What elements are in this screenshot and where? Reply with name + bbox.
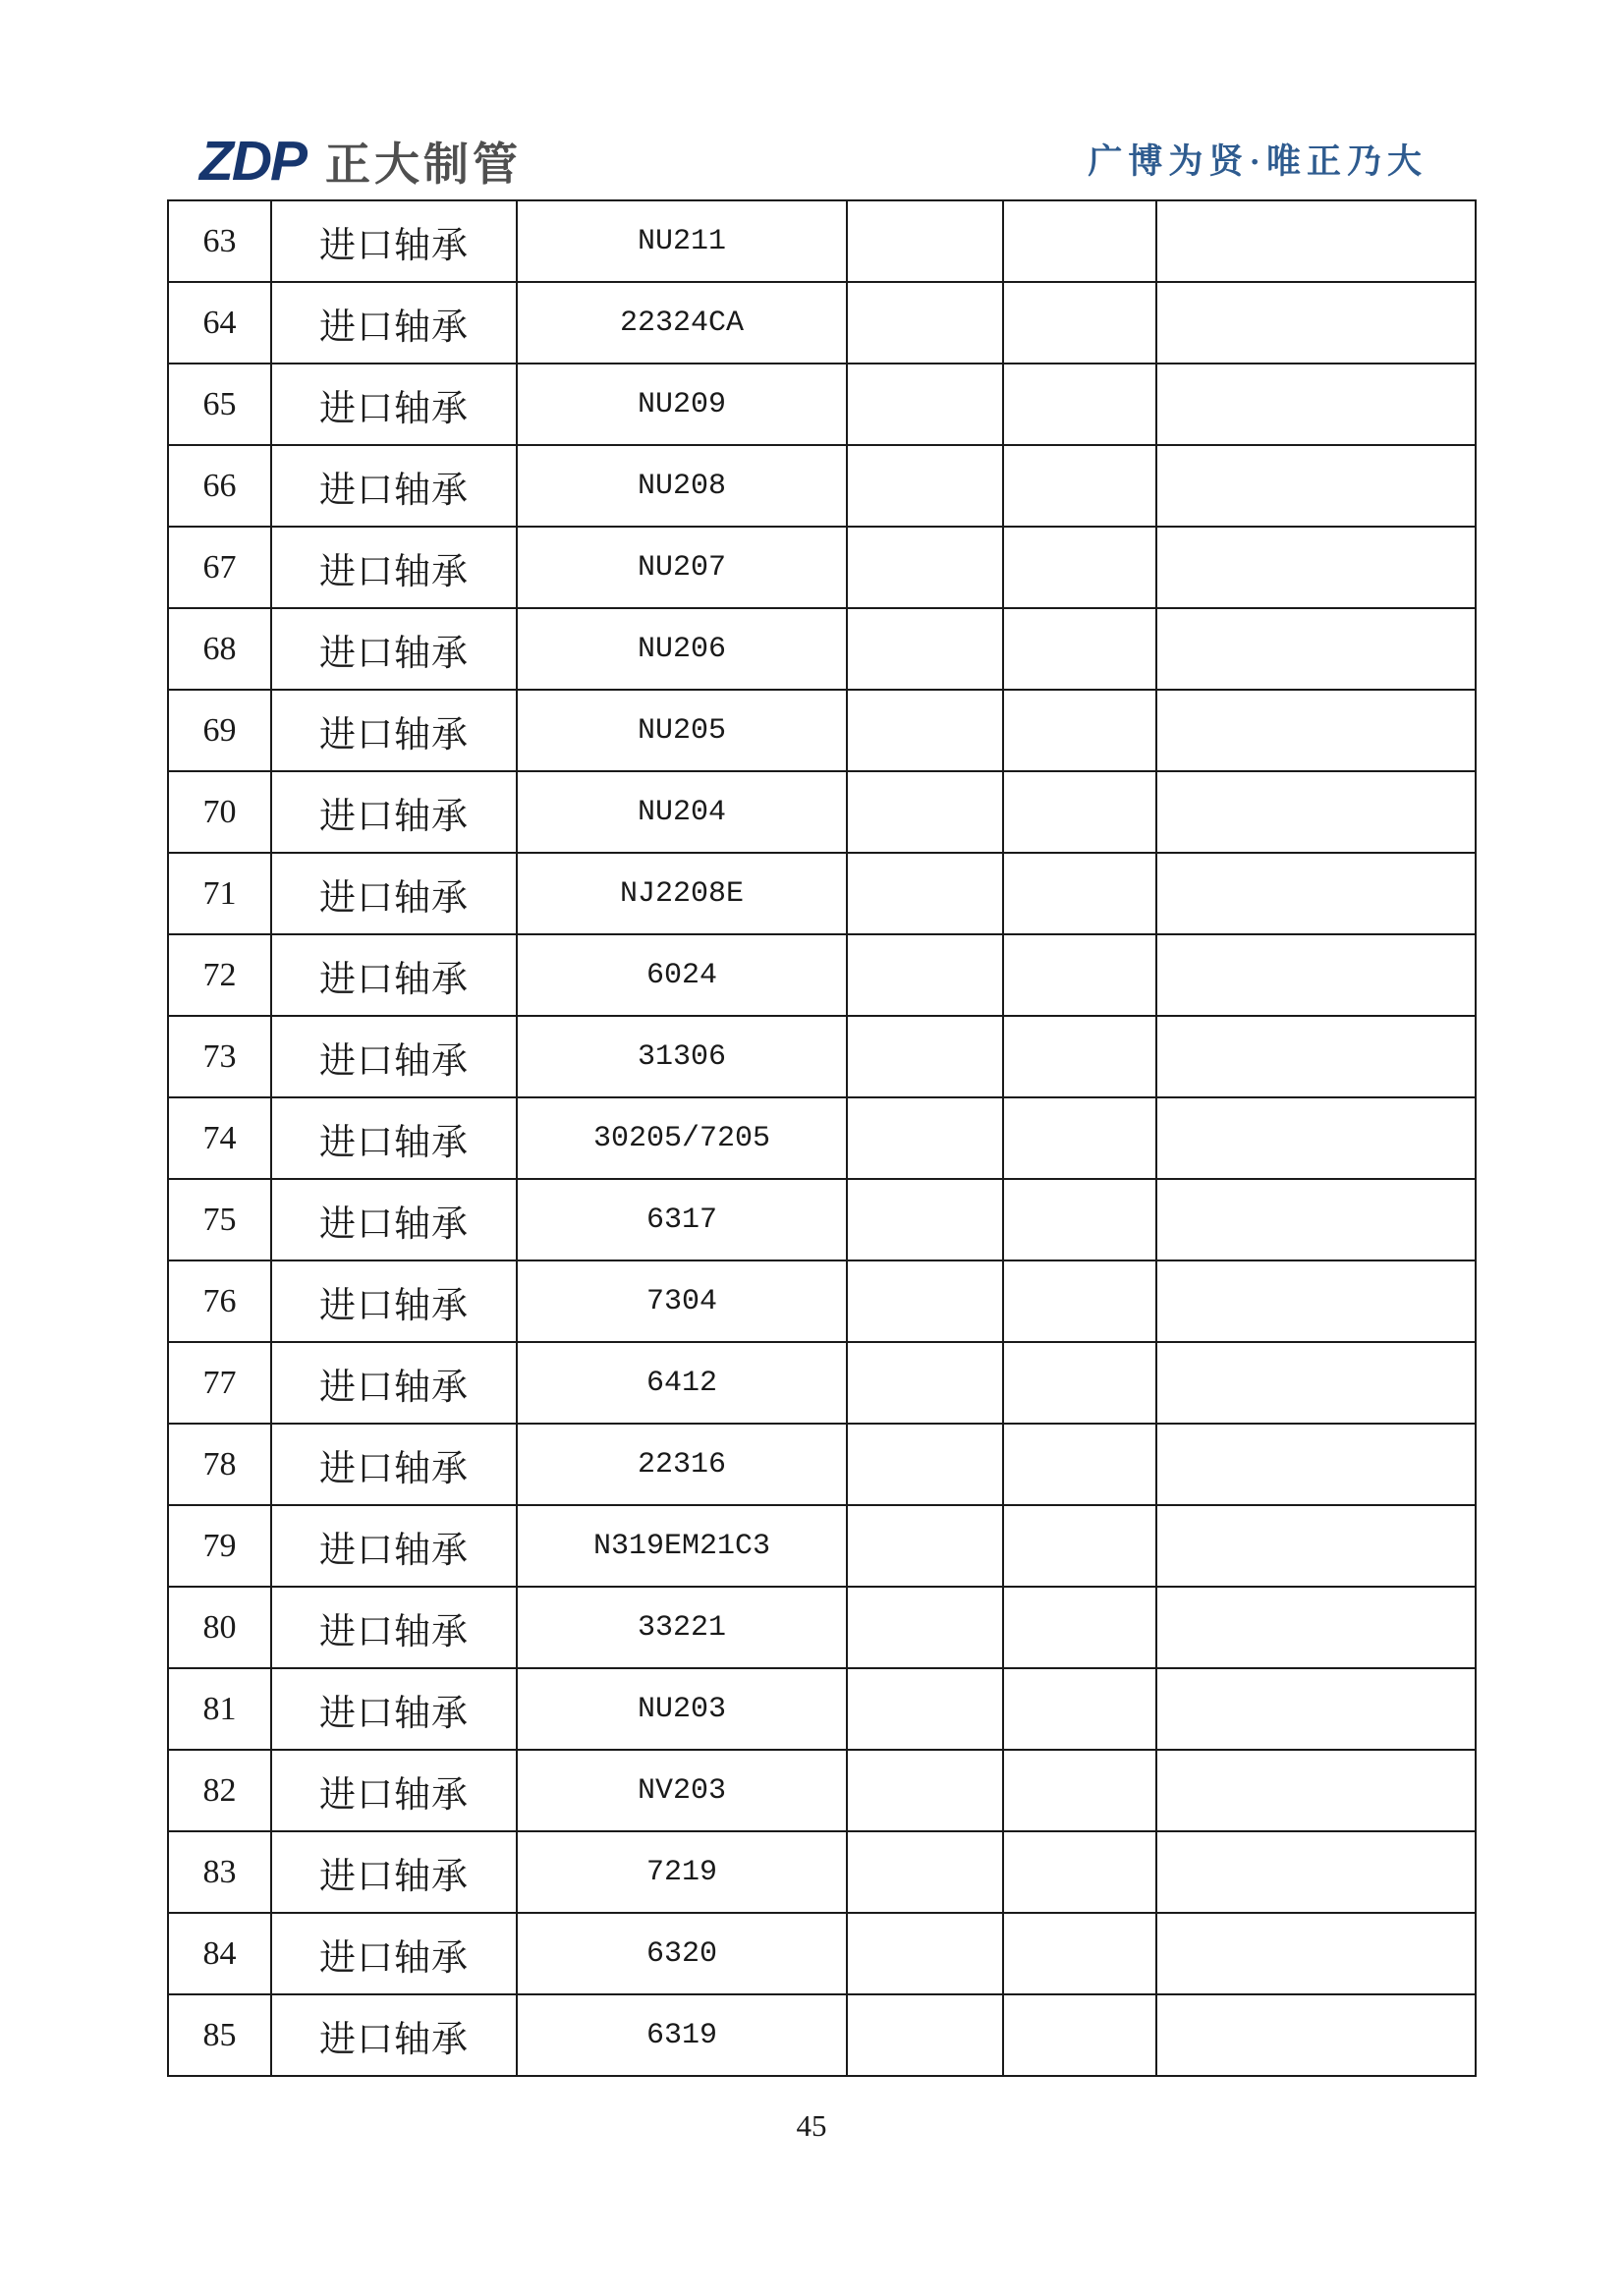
logo-zdp-text: ZDP [199, 130, 306, 193]
cell-col5 [1003, 771, 1156, 853]
cell-model-code: 31306 [517, 1016, 847, 1097]
cell-col5 [1003, 1016, 1156, 1097]
cell-col4 [847, 1668, 1003, 1750]
logo-company-name: 正大制管 [325, 139, 522, 190]
cell-row-number: 76 [168, 1260, 271, 1342]
cell-row-number: 83 [168, 1831, 271, 1913]
table-row [168, 1994, 1476, 2076]
cell-col4 [847, 445, 1003, 527]
cell-col6 [1156, 1097, 1476, 1179]
cell-model-code: 7304 [517, 1260, 847, 1342]
cell-item-name: 进口轴承 [271, 1424, 517, 1505]
cell-model-code: NU208 [517, 445, 847, 527]
table-row [168, 1587, 1476, 1668]
table-row [168, 853, 1476, 934]
cell-row-number: 81 [168, 1668, 271, 1750]
cell-item-name: 进口轴承 [271, 1342, 517, 1424]
cell-model-code: N319EM21C3 [517, 1505, 847, 1587]
cell-col5 [1003, 1424, 1156, 1505]
cell-row-number: 73 [168, 1016, 271, 1097]
cell-item-name: 进口轴承 [271, 1179, 517, 1260]
cell-item-name: 进口轴承 [271, 934, 517, 1016]
cell-item-name: 进口轴承 [271, 1260, 517, 1342]
cell-col6 [1156, 445, 1476, 527]
cell-item-name: 进口轴承 [271, 1587, 517, 1668]
cell-item-name: 进口轴承 [271, 1831, 517, 1913]
cell-col6 [1156, 1342, 1476, 1424]
cell-item-name: 进口轴承 [271, 1913, 517, 1994]
cell-col4 [847, 771, 1003, 853]
cell-col5 [1003, 445, 1156, 527]
cell-row-number: 80 [168, 1587, 271, 1668]
cell-item-name: 进口轴承 [271, 608, 517, 690]
parts-table [167, 199, 1477, 2077]
page-number: 45 [796, 2108, 827, 2143]
cell-model-code: 22316 [517, 1424, 847, 1505]
cell-col5 [1003, 1505, 1156, 1587]
table-row [168, 1424, 1476, 1505]
cell-model-code: 33221 [517, 1587, 847, 1668]
cell-col4 [847, 1424, 1003, 1505]
cell-col5 [1003, 200, 1156, 282]
cell-col4 [847, 608, 1003, 690]
cell-col6 [1156, 200, 1476, 282]
cell-col6 [1156, 527, 1476, 608]
table-row [168, 364, 1476, 445]
cell-col6 [1156, 282, 1476, 364]
cell-model-code: 6319 [517, 1994, 847, 2076]
cell-model-code: NV203 [517, 1750, 847, 1831]
cell-col5 [1003, 364, 1156, 445]
cell-row-number: 74 [168, 1097, 271, 1179]
table-row [168, 608, 1476, 690]
cell-col4 [847, 527, 1003, 608]
cell-col6 [1156, 690, 1476, 771]
cell-col5 [1003, 1587, 1156, 1668]
cell-item-name: 进口轴承 [271, 282, 517, 364]
cell-item-name: 进口轴承 [271, 771, 517, 853]
cell-col6 [1156, 1016, 1476, 1097]
cell-col4 [847, 1587, 1003, 1668]
cell-col4 [847, 1260, 1003, 1342]
cell-col5 [1003, 1260, 1156, 1342]
cell-row-number: 78 [168, 1424, 271, 1505]
cell-col4 [847, 1342, 1003, 1424]
table-row [168, 200, 1476, 282]
table-row [168, 1913, 1476, 1994]
cell-model-code: 6024 [517, 934, 847, 1016]
cell-model-code: NJ2208E [517, 853, 847, 934]
table-row [168, 690, 1476, 771]
cell-item-name: 进口轴承 [271, 445, 517, 527]
cell-col6 [1156, 1750, 1476, 1831]
cell-model-code: 6317 [517, 1179, 847, 1260]
cell-col4 [847, 1750, 1003, 1831]
cell-row-number: 70 [168, 771, 271, 853]
cell-model-code: 6412 [517, 1342, 847, 1424]
table-row [168, 445, 1476, 527]
cell-col6 [1156, 1831, 1476, 1913]
cell-col4 [847, 1097, 1003, 1179]
table-row [168, 1016, 1476, 1097]
cell-col4 [847, 934, 1003, 1016]
cell-row-number: 75 [168, 1179, 271, 1260]
cell-col5 [1003, 282, 1156, 364]
cell-col6 [1156, 1179, 1476, 1260]
cell-item-name: 进口轴承 [271, 200, 517, 282]
cell-row-number: 67 [168, 527, 271, 608]
cell-item-name: 进口轴承 [271, 1016, 517, 1097]
cell-col6 [1156, 1505, 1476, 1587]
cell-col4 [847, 282, 1003, 364]
cell-item-name: 进口轴承 [271, 527, 517, 608]
cell-col6 [1156, 1913, 1476, 1994]
cell-col5 [1003, 1831, 1156, 1913]
cell-col5 [1003, 1342, 1156, 1424]
cell-col4 [847, 1505, 1003, 1587]
parts-table-body [168, 200, 1476, 2076]
cell-col6 [1156, 608, 1476, 690]
cell-col6 [1156, 934, 1476, 1016]
cell-model-code: NU206 [517, 608, 847, 690]
cell-col4 [847, 364, 1003, 445]
cell-row-number: 82 [168, 1750, 271, 1831]
cell-item-name: 进口轴承 [271, 690, 517, 771]
cell-col6 [1156, 1260, 1476, 1342]
cell-item-name: 进口轴承 [271, 1668, 517, 1750]
cell-row-number: 71 [168, 853, 271, 934]
cell-model-code: NU207 [517, 527, 847, 608]
cell-item-name: 进口轴承 [271, 853, 517, 934]
cell-col5 [1003, 1994, 1156, 2076]
table-row [168, 934, 1476, 1016]
cell-col5 [1003, 1097, 1156, 1179]
cell-row-number: 69 [168, 690, 271, 771]
table-row [168, 1750, 1476, 1831]
cell-item-name: 进口轴承 [271, 1750, 517, 1831]
cell-row-number: 84 [168, 1913, 271, 1994]
table-row [168, 1342, 1476, 1424]
cell-row-number: 65 [168, 364, 271, 445]
cell-model-code: NU205 [517, 690, 847, 771]
cell-col4 [847, 690, 1003, 771]
cell-model-code: NU204 [517, 771, 847, 853]
cell-model-code: 22324CA [517, 282, 847, 364]
cell-col5 [1003, 1179, 1156, 1260]
cell-row-number: 64 [168, 282, 271, 364]
company-logo [199, 130, 522, 193]
table-row [168, 527, 1476, 608]
cell-col4 [847, 200, 1003, 282]
cell-col5 [1003, 853, 1156, 934]
cell-col4 [847, 1831, 1003, 1913]
cell-item-name: 进口轴承 [271, 364, 517, 445]
cell-col5 [1003, 527, 1156, 608]
cell-row-number: 72 [168, 934, 271, 1016]
cell-col5 [1003, 608, 1156, 690]
cell-model-code: 6320 [517, 1913, 847, 1994]
table-row [168, 282, 1476, 364]
table-row [168, 1505, 1476, 1587]
cell-row-number: 63 [168, 200, 271, 282]
cell-model-code: 30205/7205 [517, 1097, 847, 1179]
cell-item-name: 进口轴承 [271, 1505, 517, 1587]
cell-col4 [847, 1016, 1003, 1097]
cell-col4 [847, 1994, 1003, 2076]
cell-col6 [1156, 1424, 1476, 1505]
cell-col5 [1003, 1750, 1156, 1831]
cell-model-code: NU203 [517, 1668, 847, 1750]
cell-col4 [847, 1179, 1003, 1260]
cell-col4 [847, 853, 1003, 934]
table-row [168, 1668, 1476, 1750]
header-slogan: 广博为贤·唯正乃大 [1088, 142, 1427, 181]
cell-col5 [1003, 690, 1156, 771]
cell-col5 [1003, 1913, 1156, 1994]
cell-item-name: 进口轴承 [271, 1994, 517, 2076]
cell-col6 [1156, 1668, 1476, 1750]
cell-row-number: 77 [168, 1342, 271, 1424]
table-row [168, 1260, 1476, 1342]
cell-col6 [1156, 1994, 1476, 2076]
cell-row-number: 68 [168, 608, 271, 690]
table-row [168, 1097, 1476, 1179]
cell-model-code: NU209 [517, 364, 847, 445]
cell-col5 [1003, 1668, 1156, 1750]
cell-col6 [1156, 853, 1476, 934]
table-row [168, 1179, 1476, 1260]
cell-col5 [1003, 934, 1156, 1016]
cell-row-number: 79 [168, 1505, 271, 1587]
cell-model-code: 7219 [517, 1831, 847, 1913]
table-row [168, 1831, 1476, 1913]
cell-col6 [1156, 771, 1476, 853]
cell-row-number: 85 [168, 1994, 271, 2076]
table-row [168, 771, 1476, 853]
cell-col6 [1156, 364, 1476, 445]
cell-item-name: 进口轴承 [271, 1097, 517, 1179]
cell-col4 [847, 1913, 1003, 1994]
cell-row-number: 66 [168, 445, 271, 527]
cell-col6 [1156, 1587, 1476, 1668]
cell-model-code: NU211 [517, 200, 847, 282]
